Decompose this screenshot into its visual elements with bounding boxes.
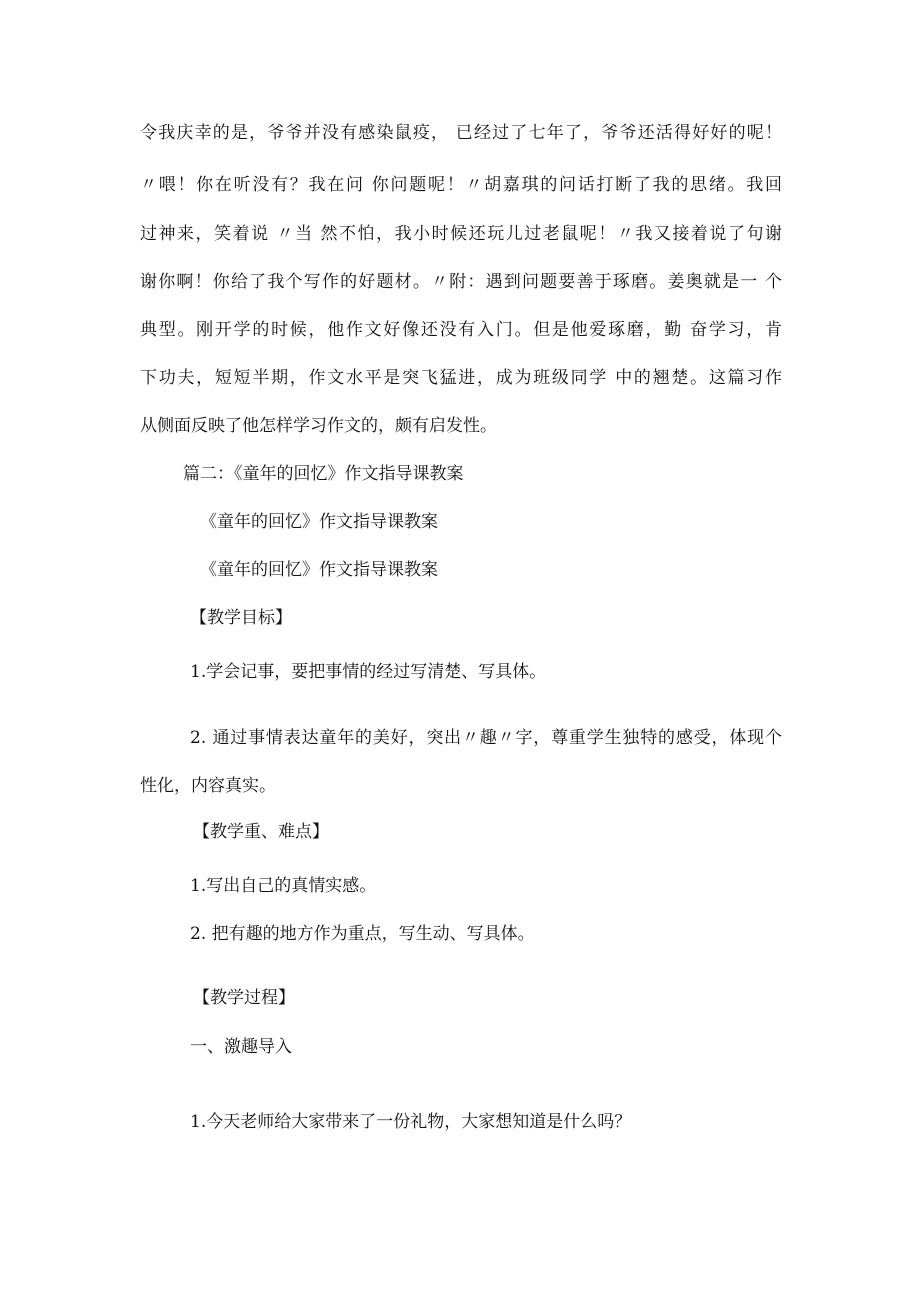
story-line-1: 令我庆幸的是，爷爷并没有感染鼠疫， 已经过了七年了，爷爷还活得好好的呢！ — [140, 123, 782, 143]
story-line-5: 典型。刚开学的时候，他作文好像还没有入门。但是他爱琢磨，勤 奋学习，肯 — [140, 320, 782, 340]
lesson-title-2: 《童年的回忆》作文指导课教案 — [200, 560, 438, 580]
key-point-item-2: 2. 把有趣的地方作为重点，写生动、写具体。 — [190, 924, 535, 944]
story-line-4: 谢你啊！你给了我个写作的好题材。〃附：遇到问题要善于琢磨。姜奥就是一 个 — [140, 272, 782, 292]
key-point-item-1: 1.写出自己的真情实感。 — [190, 876, 377, 896]
lesson-title-1: 《童年的回忆》作文指导课教案 — [200, 512, 438, 532]
objective-item-1: 1.学会记事，要把事情的经过写清楚、写具体。 — [190, 662, 547, 682]
process-step-1: 一、激趣导入 — [190, 1037, 292, 1057]
section-title: 篇二：《童年的回忆》作文指导课教案 — [183, 464, 464, 484]
story-line-2: 〃喂！你在听没有？我在问 你问题呢！〃胡嘉琪的问话打断了我的思绪。我回 — [140, 175, 782, 195]
story-line-3: 过神来，笑着说 〃当 然不怕，我小时候还玩儿过老鼠呢！〃我又接着说了句谢 — [140, 224, 782, 244]
objective-item-2-line-2: 性化，内容真实。 — [140, 776, 276, 796]
story-line-6: 下功夫，短短半期，作文水平是突飞猛进，成为班级同学 中的翘楚。这篇习作 — [140, 368, 782, 388]
key-points-heading: 【教学重、难点】 — [193, 822, 329, 842]
process-heading: 【教学过程】 — [193, 988, 295, 1008]
story-line-7: 从侧面反映了他怎样学习作文的，颇有启发性。 — [140, 416, 497, 436]
objectives-heading: 【教学目标】 — [190, 608, 292, 628]
objective-item-2-line-1: 2. 通过事情表达童年的美好，突出〃趣〃字，尊重学生独特的感受，体现个 — [190, 728, 782, 748]
process-step-1-item-1: 1.今天老师给大家带来了一份礼物，大家想知道是什么吗？ — [190, 1112, 632, 1132]
